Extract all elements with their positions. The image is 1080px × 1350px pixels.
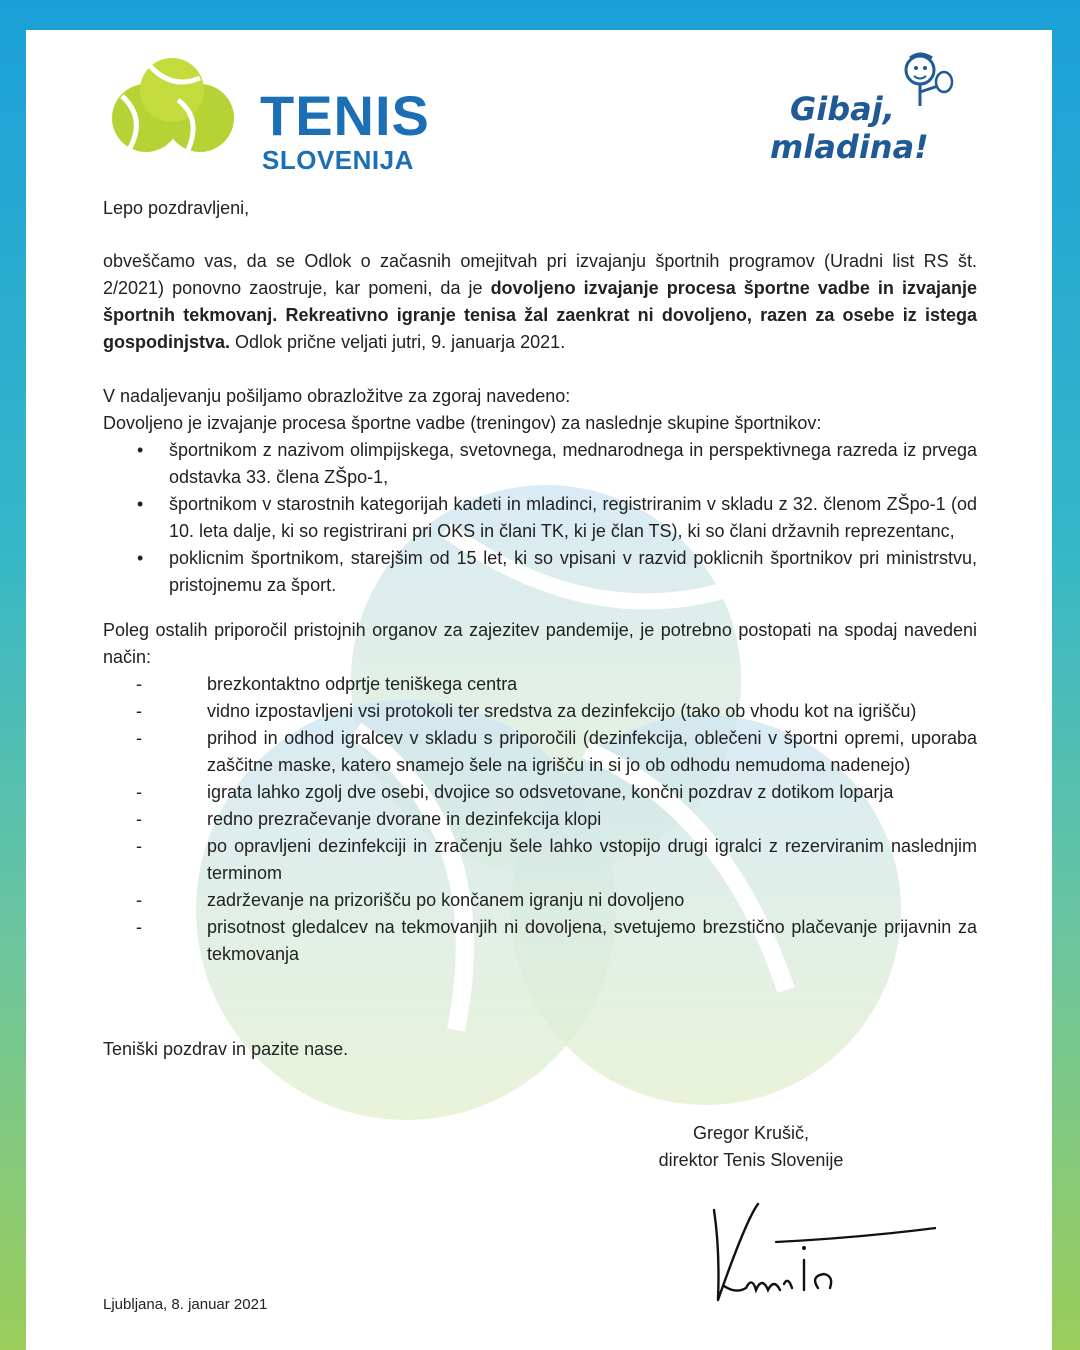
letter-date: Ljubljana, 8. januar 2021 [103, 1296, 268, 1313]
logo-subtitle: SLOVENIJA [262, 145, 414, 175]
list-item: - vidno izpostavljeni vsi protokoli ter sredstva za dezinfekcijo (tako ob vhodu kot na igrišču) [136, 701, 917, 721]
signatory-role: direktor Tenis Slovenije [658, 1150, 844, 1170]
list-item: - redno prezračevanje dvorane in dezinfekcija klopi [136, 809, 602, 829]
kid-tennis-player-icon [894, 48, 958, 118]
paragraph-instructions: Poleg ostalih priporočil pristojnih organov za zajezitev pandemije, je potrebno postopati na spodaj navedeni način: [103, 620, 977, 667]
list-item: - prisotnost gledalcev na tekmovanjih ni dovoljena, svetujemo brezstično plačevanje prijavnin za tekmovanja [136, 917, 977, 964]
tenis-slovenija-logo [108, 56, 430, 175]
bullet-mark: • [137, 440, 144, 460]
tennis-balls-icon [108, 56, 258, 156]
list-item: - zadrževanje na prizorišču po končanem igranju ni dovoljeno [136, 890, 685, 910]
para2-line1: V nadaljevanju pošiljamo obrazložitve za zgoraj navedeno: [103, 386, 571, 406]
list-item: - brezkontaktno odprtje teniškega centra [136, 674, 518, 694]
gibaj-line1: Gibaj, [790, 90, 895, 128]
list-item: - igrata lahko zgolj dve osebi, dvojice so odsvetovane, končni pozdrav z dotikom loparja [136, 782, 894, 802]
dash-list [103, 671, 977, 968]
signatory-name: Gregor Krušič, [692, 1123, 810, 1143]
greeting: Lepo pozdravljeni, [103, 198, 250, 218]
logo-title: TENIS [260, 84, 430, 147]
para1-part1: obveščamo vas, da se Odlok o začasnih omejitvah pri izvajanju športnih programov (Uradni list RS št. 2/2021) ponovno zaostruje, kar pomeni, da je [103, 251, 977, 298]
list-item: • poklicnim športnikom, starejšim od 15 let, ki so vpisani v razvid poklicnih športnikov pri ministrstvu, pristojnemu za šport. [103, 545, 977, 599]
paragraph-announcement [103, 248, 977, 356]
para1-bold1: dovoljeno izvajanje procesa športne vadbe in izvajanje športnih tekmovanj. [103, 278, 977, 325]
gibaj-line2: mladina! [770, 128, 929, 166]
list-item: • športnikom z nazivom olimpijskega, svetovnega, mednarodnega in perspektivnega razreda iz prvega odstavka 33. člena ZŠpo-1, [103, 437, 977, 491]
list-item: - prihod in odhod igralcev v skladu s priporočili (dezinfekcija, oblečeni v športni opremi, uporaba zaščitne maske, katero snamejo šele na igrišču in si jo ob odhodu nemudoma nadenejo) [136, 728, 977, 775]
bullet-mark: • [137, 548, 144, 568]
para2-line2: Dovoljeno je izvajanje procesa športne vadbe (treningov) za naslednje skupine športnikov: [103, 413, 822, 433]
para1-part2: Odlok prične veljati jutri, 9. januarja 2021. [230, 332, 566, 352]
gibaj-mladina-logo [768, 48, 958, 168]
closing-line: Teniški pozdrav in pazite nase. [103, 1039, 349, 1059]
letter-page [26, 30, 1052, 1350]
bullet-mark: • [137, 494, 144, 514]
bullet-list [103, 437, 977, 599]
list-item: - po opravljeni dezinfekciji in zračenju šele lahko vstopijo drugi igralci z rezerviranim naslednjim terminom [136, 836, 977, 883]
handwritten-signature [706, 1190, 936, 1315]
list-item: • športnikom v starostnih kategorijah kadeti in mladinci, registriranim v skladu z 32. členom ZŠpo-1 (od 10. leta dalje, ki so registrirani pri OKS in člani TK, ki je član TS), ki so člani državnih reprezentanc, [103, 491, 977, 545]
para1-bold2: Rekreativno igranje tenisa žal zaenkrat ni dovoljeno, razen za osebe iz istega gospodinjstva. [103, 305, 978, 352]
